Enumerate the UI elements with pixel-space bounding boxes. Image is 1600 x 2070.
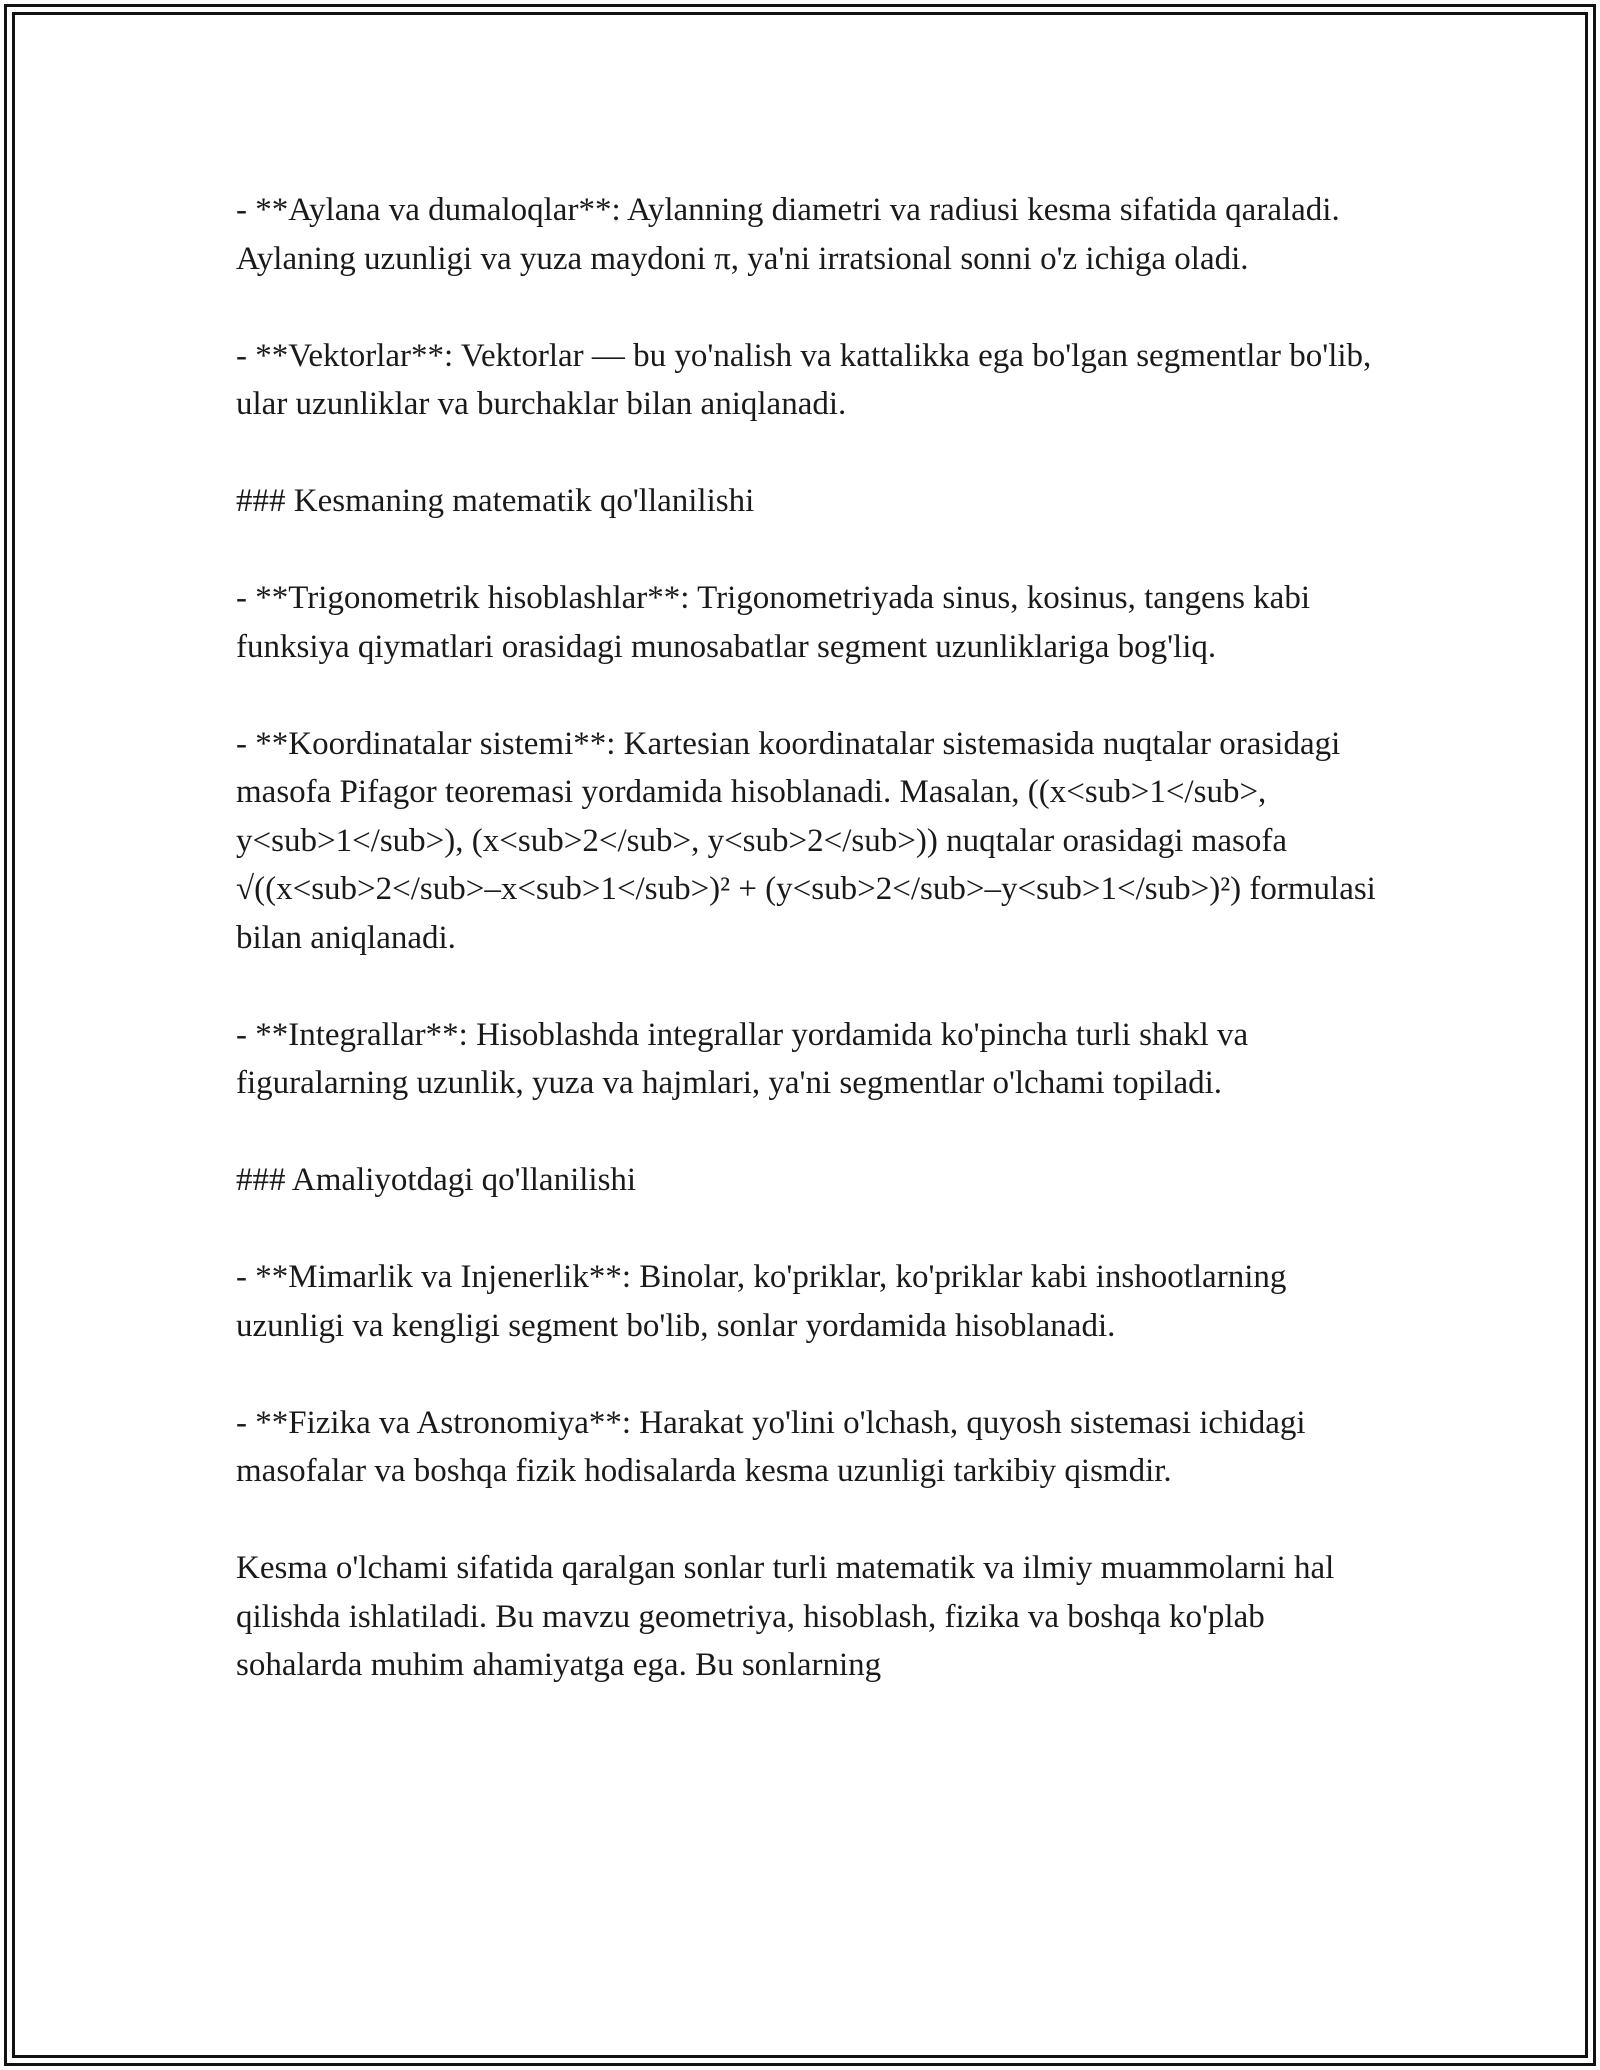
heading-amaliyotdagi-qollanilishi: ### Amaliyotdagi qo'llanilishi [236,1162,637,1198]
heading-matematik-qollanilishi: ### Kesmaning matematik qo'llanilishi [236,483,755,519]
document-body [236,186,1376,1690]
paragraph-mimarlik: - **Mimarlik va Injenerlik**: Binolar, ko'priklar, ko'priklar kabi inshootlarning uzunligi va kengligi segment bo'lib, sonlar yordamida hisoblanadi. [236,1259,1287,1344]
paragraph-integrallar: - **Integrallar**: Hisoblashda integrallar yordamida ko'pincha turli shakl va figuralarning uzunlik, yuza va hajmlari, ya'ni segmentlar o'lchami topiladi. [236,1016,1249,1101]
paragraph-trigonometrik: - **Trigonometrik hisoblashlar**: Trigonometriyada sinus, kosinus, tangens kabi funksiya qiymatlari orasidagi munosabatlar segment uzunliklariga bog'liq. [236,580,1310,665]
paragraph-koordinatalar: - **Koordinatalar sistemi**: Kartesian koordinatalar sistemasida nuqtalar orasidagi masofa Pifagor teoremasi yordamida hisoblanadi. Masalan, ((x<sub>1</sub>, y<sub>1</sub>), (x<sub>2</sub>, y<sub>2</sub>)) nuqtalar orasidagi masofa √((x<sub>2</sub>–x<sub>1</sub>)² + (y<sub>2</sub>–y<sub>1</sub>)²) formulasi bilan aniqlanadi. [236,725,1376,956]
paragraph-fizika: - **Fizika va Astronomiya**: Harakat yo'lini o'lchash, quyosh sistemasi ichidagi masofalar va boshqa fizik hodisalarda kesma uzunligi tarkibiy qismdir. [236,1404,1306,1489]
paragraph-vektorlar: - **Vektorlar**: Vektorlar — bu yo'nalish va kattalikka ega bo'lgan segmentlar bo'lib, ular uzunliklar va burchaklar bilan aniqlanadi. [236,337,1372,422]
paragraph-aylana: - **Aylana va dumaloqlar**: Aylanning diametri va radiusi kesma sifatida qaraladi. Aylaning uzunligi va yuza maydoni π, ya'ni irratsional sonni o'z ichiga oladi. [236,192,1340,277]
paragraph-xulosa: Kesma o'lchami sifatida qaralgan sonlar turli matematik va ilmiy muammolarni hal qilishda ishlatiladi. Bu mavzu geometriya, hisoblash, fizika va boshqa ko'plab sohalarda muhim ahamiyatga ega. Bu sonlarning [236,1550,1335,1683]
